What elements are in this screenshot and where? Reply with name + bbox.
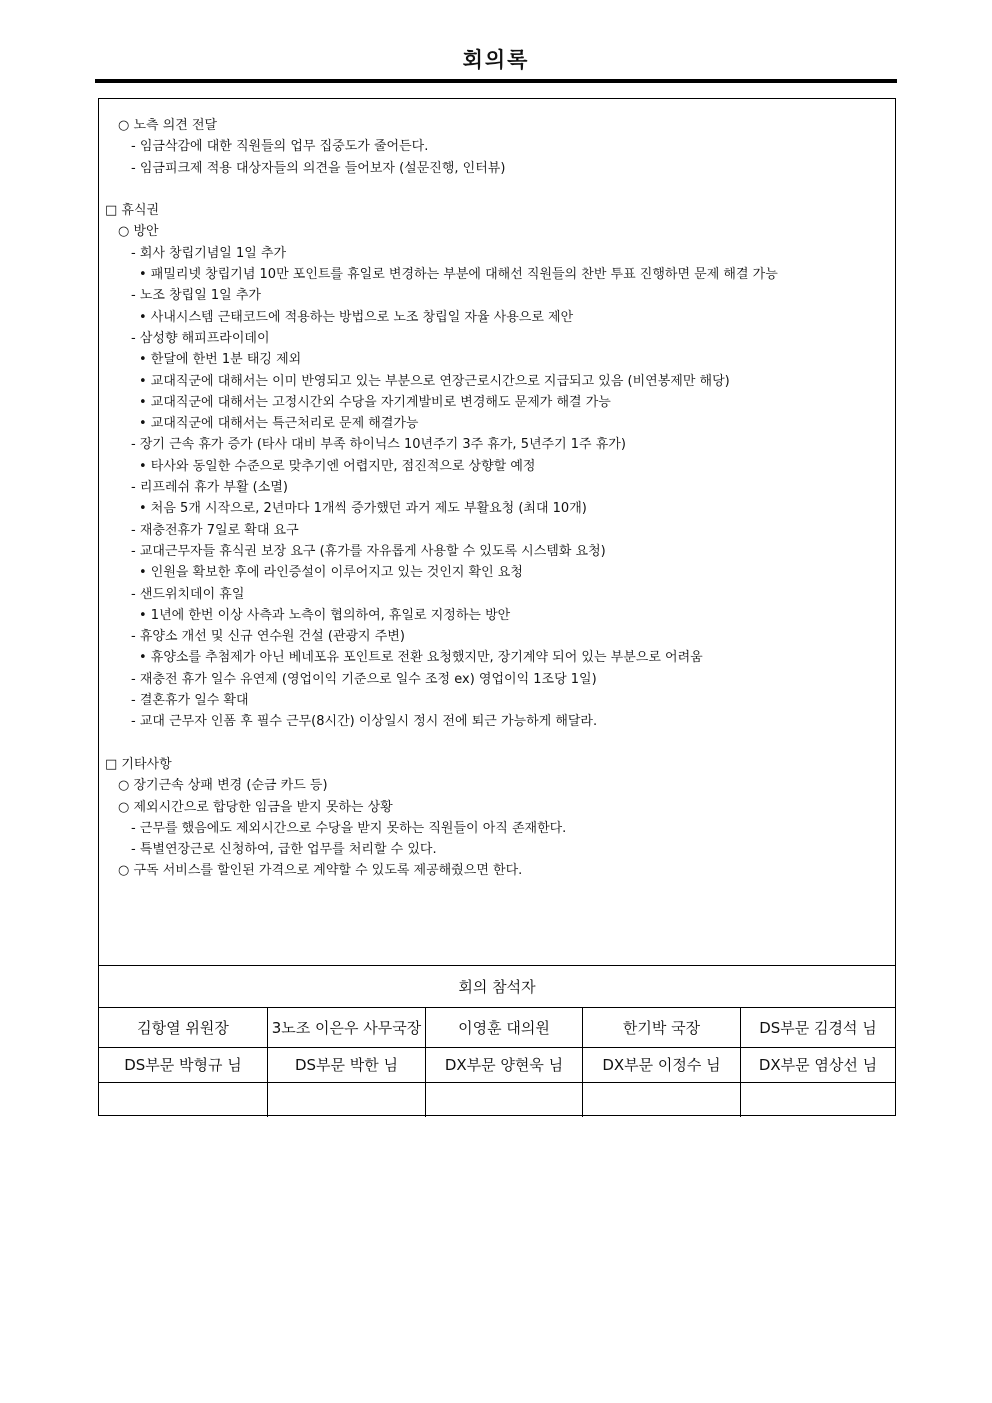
blank-line	[105, 179, 885, 200]
sub-item: - 근무를 했음에도 제외시간으로 수당을 받지 못하는 직원들이 아직 존재한다.	[131, 820, 567, 836]
minutes-body	[105, 115, 885, 882]
detail-item: • 휴양소를 추첨제가 아닌 베네포유 포인트로 전환 요청했지만, 장기계약 되어 있는 부분으로 어려움	[139, 650, 703, 666]
section-heading: □ 휴식권	[105, 203, 160, 219]
detail-item: • 사내시스템 근태코드에 적용하는 방법으로 노조 창립일 자율 사용으로 제안	[139, 309, 574, 325]
attendee-cell-empty	[583, 1083, 741, 1117]
sub-item: - 교대 근무자 인폼 후 필수 근무(8시간) 이상일시 정시 전에 퇴근 가능하게 해달라.	[131, 714, 598, 730]
sub-item: - 임금삭감에 대한 직원들의 업무 집중도가 줄어든다.	[131, 139, 429, 155]
title-rule	[95, 79, 897, 83]
sub-item: - 결혼휴가 일수 확대	[131, 693, 249, 709]
attendee-cell: DS부문 김경석 님	[759, 1018, 877, 1037]
sub-item: - 휴양소 개선 및 신규 연수원 건설 (관광지 주변)	[131, 629, 405, 645]
sub-item: - 재충전 휴가 일수 유연제 (영업이익 기준으로 일수 조정 ex) 영업이익 1조당 1일)	[131, 671, 597, 687]
attendee-cell-empty	[268, 1083, 426, 1117]
attendee-cell: DS부문 박형규 님	[99, 1048, 268, 1082]
topic-item: ○ 제외시간으로 합당한 임금을 받지 못하는 상황	[118, 799, 393, 815]
sub-item: - 재충전휴가 7일로 확대 요구	[131, 522, 299, 538]
detail-item: • 교대직군에 대해서는 이미 반영되고 있는 부분으로 연장근로시간으로 지급되고 있음 (비연봉제만 해당)	[139, 373, 730, 389]
attendee-cell-empty	[741, 1083, 895, 1117]
blank-line	[105, 733, 885, 754]
topic-item: ○ 장기근속 상패 변경 (순금 카드 등)	[118, 778, 328, 794]
detail-item: • 1년에 한번 이상 사측과 노측이 협의하여, 휴일로 지정하는 방안	[139, 607, 511, 623]
detail-item: • 교대직군에 대해서는 고정시간외 수당을 자기계발비로 변경해도 문제가 해결 가능	[139, 394, 611, 410]
section-heading: □ 기타사항	[105, 756, 172, 772]
attendee-cell: DX부문 이정수 님	[583, 1048, 741, 1082]
detail-item: • 교대직군에 대해서는 특근처리로 문제 해결가능	[139, 416, 419, 432]
minutes-frame	[98, 98, 896, 1116]
topic-item: ○ 노측 의견 전달	[118, 118, 218, 133]
topic-item: ○ 구독 서비스를 할인된 가격으로 계약할 수 있도록 제공해줬으면 한다.	[118, 863, 523, 879]
sub-item: - 리프레쉬 휴가 부활 (소멸)	[131, 480, 288, 496]
attendee-cell: 이영훈 대의원	[426, 1008, 583, 1047]
sub-item: - 장기 근속 휴가 증가 (타사 대비 부족 하이닉스 10년주기 3주 휴가, 5년주기 1주 휴가)	[131, 437, 626, 453]
attendee-cell-empty	[426, 1083, 583, 1117]
sub-item: - 특별연장근로 신청하여, 급한 업무를 처리할 수 있다.	[131, 842, 437, 858]
attendee-cell: DS부문 박한 님	[268, 1048, 426, 1082]
attendee-cell: DX부문 염상선 님	[758, 1056, 878, 1074]
detail-item: • 패밀리넷 창립기념 10만 포인트를 휴일로 변경하는 부분에 대해선 직원들의 찬반 투표 진행하면 문제 해결 가능	[139, 267, 778, 283]
detail-item: • 타사와 동일한 수준으로 맞추기엔 어렵지만, 점진적으로 상향할 예정	[139, 458, 536, 474]
attendee-cell: 3노조 이은우 사무국장	[268, 1008, 426, 1047]
sub-item: - 교대근무자들 휴식권 보장 요구 (휴가를 자유롭게 사용할 수 있도록 시스템화 요청)	[131, 543, 606, 559]
attendees-header: 회의 참석자	[99, 965, 895, 1008]
attendee-cell: DX부문 양현욱 님	[426, 1048, 583, 1082]
page-title: 회의록	[462, 48, 530, 72]
sub-item: - 임금피크제 적용 대상자들의 의견을 들어보자 (설문진행, 인터뷰)	[131, 160, 506, 176]
topic-item: ○ 방안	[118, 224, 159, 240]
attendees-row-2	[99, 1048, 895, 1083]
detail-item: • 처음 5개 시작으로, 2년마다 1개씩 증가했던 과거 제도 부활요청 (최대 10개)	[139, 501, 587, 517]
attendees-row-3	[99, 1083, 895, 1117]
sub-item: - 삼성향 해피프라이데이	[131, 330, 270, 346]
attendees-row-1	[99, 1008, 895, 1048]
sub-item: - 노조 창립일 1일 추가	[131, 288, 261, 304]
attendee-cell: 한기박 국장	[583, 1008, 741, 1047]
sub-item: - 샌드위치데이 휴일	[131, 586, 245, 602]
attendee-cell: 김항열 위원장	[99, 1008, 268, 1047]
detail-item: • 인원을 확보한 후에 라인증설이 이루어지고 있는 것인지 확인 요청	[139, 565, 523, 581]
sub-item: - 회사 창립기념일 1일 추가	[131, 245, 287, 261]
attendee-cell-empty	[99, 1083, 268, 1117]
detail-item: • 한달에 한번 1분 태깅 제외	[139, 352, 302, 368]
